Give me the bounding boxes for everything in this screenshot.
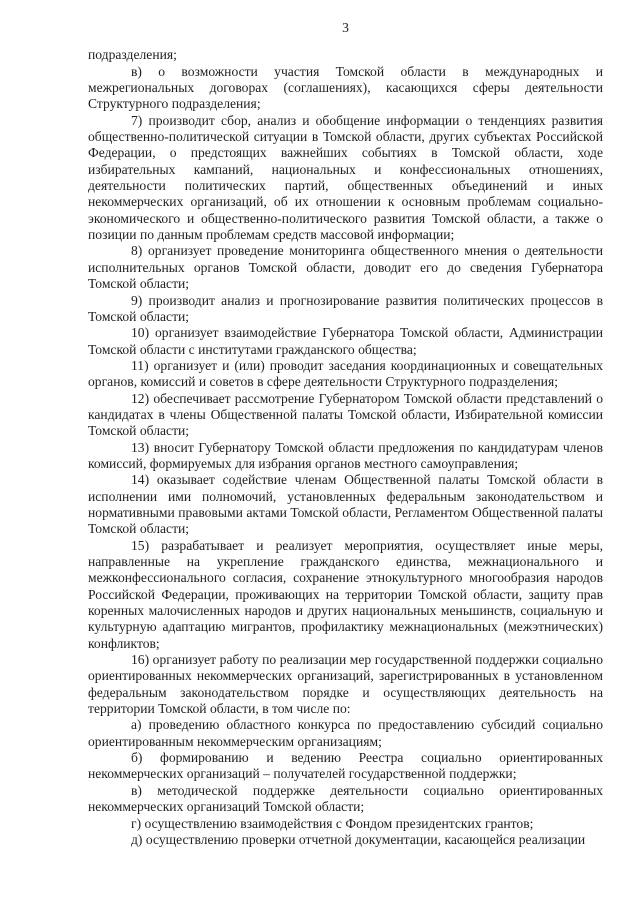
paragraph: а) проведению областного конкурса по предоставлению субсидий социально ориентированным некоммерческим организациям; (88, 717, 603, 749)
paragraph: 13) вносит Губернатору Томской области предложения по кандидатурам членов комиссий, формируемых для избрания органов местного самоуправления; (88, 439, 603, 471)
paragraph: 11) организует и (или) проводит заседания координационных и совещательных органов, комиссий и советов в сфере деятельности Структурного подразделения; (88, 357, 603, 390)
paragraph: 15) разрабатывает и реализует мероприятия, осуществляет иные меры, направленные на укрепление гражданского единства, межнационального и межконфессионального согласия, сохранение этнокультурного многообразия народов Российской Федерации, проживающих на территории Томской области, защиту прав коренных малочисленных народов и других национальных меньшинств, социальную и культурную адаптацию мигрантов, профилактику межнациональных (межэтнических) конфликтов; (88, 537, 603, 651)
document-body (88, 47, 603, 848)
paragraph: 8) организует проведение мониторинга общественного мнения о деятельности исполнительных органов Томской области, доводит его до сведения Губернатора Томской области; (88, 243, 603, 292)
paragraph: в) о возможности участия Томской области в международных и межрегиональных договорах (соглашениях), касающихся сферы деятельности Структурного подразделения; (88, 63, 603, 112)
paragraph: б) формированию и ведению Реестра социально ориентированных некоммерческих организаций – получателей государственной поддержки; (88, 750, 603, 782)
paragraph: 12) обеспечивает рассмотрение Губернатором Томской области представлений о кандидатах в члены Общественной палаты Томской области, Избирательной комиссии Томской области; (88, 390, 603, 439)
paragraph: в) методической поддержке деятельности социально ориентированных некоммерческих организаций Томской области; (88, 782, 603, 815)
paragraph: 9) производит анализ и прогнозирование развития политических процессов в Томской области; (88, 292, 603, 324)
paragraph: г) осуществлению взаимодействия с Фондом президентских грантов; (131, 815, 534, 831)
paragraph: 16) организует работу по реализации мер государственной поддержки социально ориентированных некоммерческих организаций, зарегистрированных в установленном федеральным законодательством порядке и осуществляющих деятельность на территории Томской области, в том числе по: (88, 652, 603, 717)
paragraph: д) осуществлению проверки отчетной документации, касающейся реализации (131, 831, 586, 847)
paragraph: подразделения; (88, 47, 177, 63)
paragraph: 7) производит сбор, анализ и обобщение информации о тенденциях развития общественно-политической ситуации в Томской области, других субъектах Российской Федерации, о предстоящих важнейших событиях в Томской области, ходе избирательных кампаний, национальных и конфессиональных отношениях, деятельности политических партий, общественных объединений и иных некоммерческих организаций, об их отношении к основным проблемам социально-экономического и общественно-политического развития Томской области, а также о позиции по данным проблемам средств массовой информации; (88, 112, 603, 243)
paragraph: 14) оказывает содействие членам Общественной палаты Томской области в исполнении ими полномочий, установленных федеральным законодательством и нормативными правовыми актами Томской области, Регламентом Общественной палаты Томской области; (88, 472, 603, 537)
page-number: 3 (342, 20, 349, 35)
paragraph: 10) организует взаимодействие Губернатора Томской области, Администрации Томской области с институтами гражданского общества; (88, 325, 603, 357)
